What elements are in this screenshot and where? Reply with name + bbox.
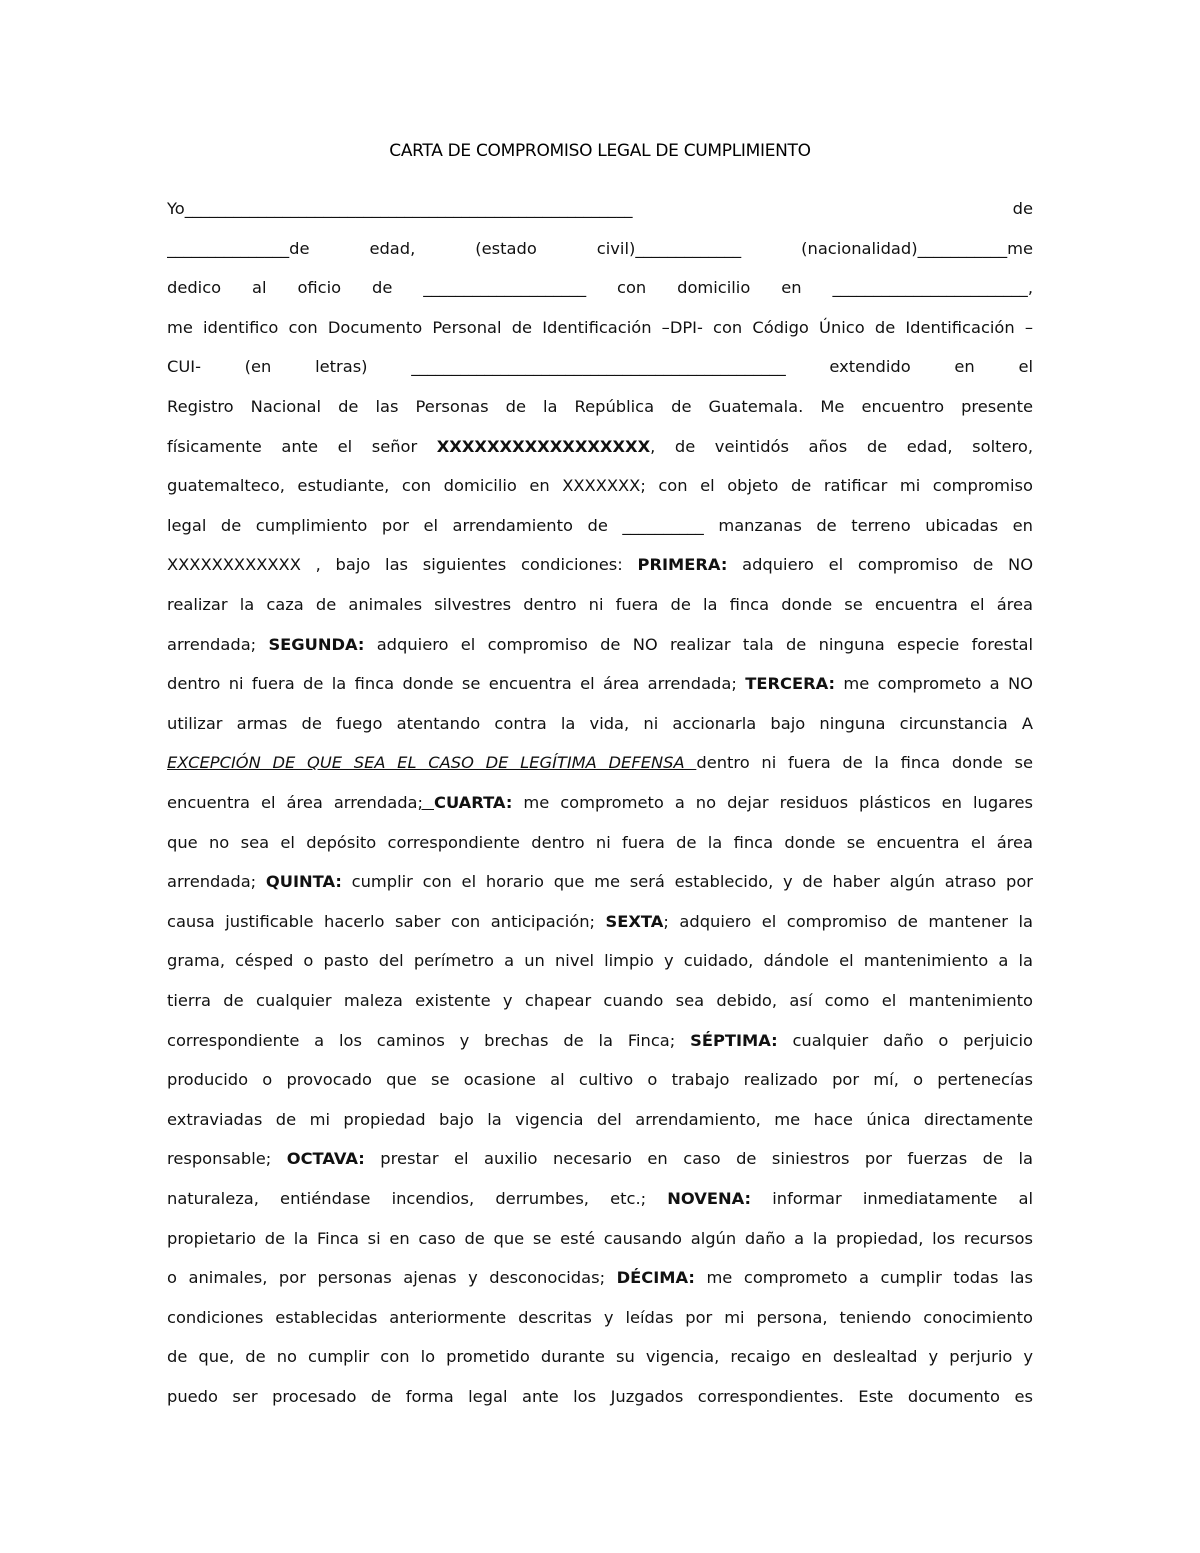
body-line: [167, 1228, 1033, 1250]
body-text-segment: ;: [417, 793, 434, 812]
body-text-segment: o animales, por personas ajenas y desconocidas;: [167, 1268, 617, 1288]
body-text-segment: adquiero el compromiso de NO: [727, 555, 1033, 575]
clause-heading: TERCERA:: [745, 674, 836, 694]
body-line: [167, 277, 1033, 299]
clause-heading: QUINTA:: [265, 872, 342, 892]
clause-heading: CUARTA:: [434, 793, 513, 812]
body-text-segment: adquiero el compromiso de NO realizar tala de ninguna especie forestal: [364, 634, 1033, 654]
body-line: [167, 673, 1033, 695]
body-text-segment: encuentra el área arrendada: [167, 793, 418, 812]
body-text-segment: condiciones establecidas anteriormente descritas y leídas por mi persona, teniendo conocimiento: [167, 1307, 1033, 1327]
body-text-segment: de que, de no cumplir con lo prometido durante su vigencia, recaigo en deslealtad y perjurio y: [167, 1347, 1033, 1367]
body-text-segment: producido o provocado que se ocasione al cultivo o trabajo realizado por mí, o pertenecías: [167, 1070, 1033, 1090]
clause-heading: SÉPTIMA:: [690, 1030, 778, 1050]
document-title: CARTA DE COMPROMISO LEGAL DE CUMPLIMIENTO: [389, 141, 811, 161]
body-text-segment: dentro ni fuera de la finca donde se: [696, 753, 1033, 773]
body-text-segment: arrendada;: [167, 872, 266, 892]
clause-heading: SEGUNDA:: [268, 634, 365, 654]
body-text-segment: me identifico con Documento Personal de Identificación –DPI- con Código Único de Identificación –: [167, 317, 1033, 337]
body-text-segment: realizar la caza de animales silvestres dentro ni fuera de la finca donde se encuentra el área: [167, 595, 1033, 614]
body-line: [167, 1267, 1033, 1289]
body-text-segment: me comprometo a NO: [835, 674, 1033, 694]
body-text-segment: guatemalteco, estudiante, con domicilio en XXXXXXX; con el objeto de ratificar mi compromiso: [167, 476, 1033, 496]
body-text-segment: dentro ni fuera de la finca donde se encuentra el área arrendada;: [167, 674, 746, 694]
body-line: [167, 950, 1033, 972]
body-line: [167, 1069, 1033, 1091]
body-text-segment: EXCEPCIÓN DE QUE SEA EL CASO DE LEGÍTIMA DEFENSA: [167, 753, 697, 773]
body-line: [167, 475, 1033, 497]
body-text-segment: cumplir con el horario que me será establecido, y de haber algún atraso por: [341, 872, 1033, 892]
body-text-segment: puedo ser procesado de forma legal ante los Juzgados correspondientes. Este documento es: [167, 1387, 1033, 1406]
body-text-segment: XXXXXXXXXXXX , bajo las siguientes condiciones:: [167, 555, 638, 575]
body-line: [167, 752, 1033, 774]
body-line: [167, 1030, 1033, 1052]
body-line: [167, 713, 1033, 735]
body-text-segment: informar inmediatamente al: [751, 1189, 1033, 1208]
body-line: [167, 871, 1033, 893]
body-text-segment: CUI- (en letras) ______________________________________________ extendido en el: [167, 357, 1033, 377]
clause-heading: XXXXXXXXXXXXXXXXX: [436, 436, 651, 456]
body-text-segment: prestar el auxilio necesario en caso de siniestros por fuerzas de la: [364, 1149, 1033, 1169]
body-text-segment: físicamente ante el señor: [167, 436, 437, 456]
body-text-segment: legal de cumplimiento por el arrendamiento de __________ manzanas de terreno ubicadas en: [167, 515, 1033, 535]
body-text-segment: _______________de edad, (estado civil)_____________ (nacionalidad)___________me: [167, 238, 1033, 258]
body-line: [167, 1307, 1033, 1329]
body-line: [167, 396, 1033, 418]
clause-heading: DÉCIMA:: [616, 1268, 695, 1288]
body-line: [167, 1346, 1033, 1368]
body-line: [167, 1109, 1033, 1131]
clause-heading: PRIMERA:: [637, 555, 728, 575]
body-text-segment: cualquier daño o perjuicio: [777, 1030, 1033, 1050]
body-text-segment: tierra de cualquier maleza existente y chapear cuando sea debido, así como el mantenimiento: [167, 991, 1033, 1010]
body-text-segment: de: [1012, 199, 1033, 218]
body-line: [167, 634, 1033, 656]
body-line: [167, 198, 1033, 220]
body-text-segment: ; adquiero el compromiso de mantener la: [663, 911, 1033, 931]
body-text-segment: me comprometo a no dejar residuos plásticos en lugares: [512, 793, 1033, 812]
body-line: [167, 1148, 1033, 1170]
body-text-segment: extraviadas de mi propiedad bajo la vigencia del arrendamiento, me hace única directamente: [167, 1109, 1033, 1129]
body-text-segment: arrendada;: [167, 634, 269, 654]
body-line: [167, 911, 1033, 933]
body-line: [167, 554, 1033, 576]
clause-heading: OCTAVA:: [286, 1149, 365, 1169]
body-line: [167, 317, 1033, 339]
body-line: [167, 792, 1033, 814]
body-text-segment: grama, césped o pasto del perímetro a un nivel limpio y cuidado, dándole el mantenimiento a la: [167, 951, 1033, 971]
body-text-segment: utilizar armas de fuego atentando contra la vida, ni accionarla bajo ninguna circunstancia A: [167, 713, 1033, 733]
body-line: [167, 1386, 1033, 1408]
body-text-segment: Yo_______________________________________________________: [167, 199, 633, 218]
body-text-segment: correspondiente a los caminos y brechas de la Finca;: [167, 1030, 691, 1050]
body-text-segment: responsable;: [167, 1149, 287, 1169]
body-text-segment: Registro Nacional de las Personas de la República de Guatemala. Me encuentro presente: [167, 397, 1033, 416]
body-line: [167, 515, 1033, 537]
body-line: [167, 832, 1033, 854]
body-line: [167, 594, 1033, 616]
body-text-segment: propietario de la Finca si en caso de que se esté causando algún daño a la propiedad, los recursos: [167, 1228, 1033, 1248]
clause-heading: NOVENA:: [667, 1189, 752, 1208]
body-text-segment: me comprometo a cumplir todas las: [694, 1268, 1033, 1288]
clause-heading: SEXTA: [605, 911, 664, 931]
body-line: [167, 1188, 1033, 1210]
body-text-segment: naturaleza, entiéndase incendios, derrumbes, etc.;: [167, 1189, 668, 1208]
body-text-segment: que no sea el depósito correspondiente dentro ni fuera de la finca donde se encuentra el área: [167, 832, 1033, 852]
body-text-segment: , de veintidós años de edad, soltero,: [650, 436, 1033, 456]
body-text-segment: causa justificable hacerlo saber con anticipación;: [167, 911, 606, 931]
body-line: [167, 990, 1033, 1012]
body-text-segment: dedico al oficio de ____________________ con domicilio en ________________________,: [167, 278, 1033, 298]
body-line: [167, 436, 1033, 458]
body-line: [167, 238, 1033, 260]
body-line: [167, 356, 1033, 378]
